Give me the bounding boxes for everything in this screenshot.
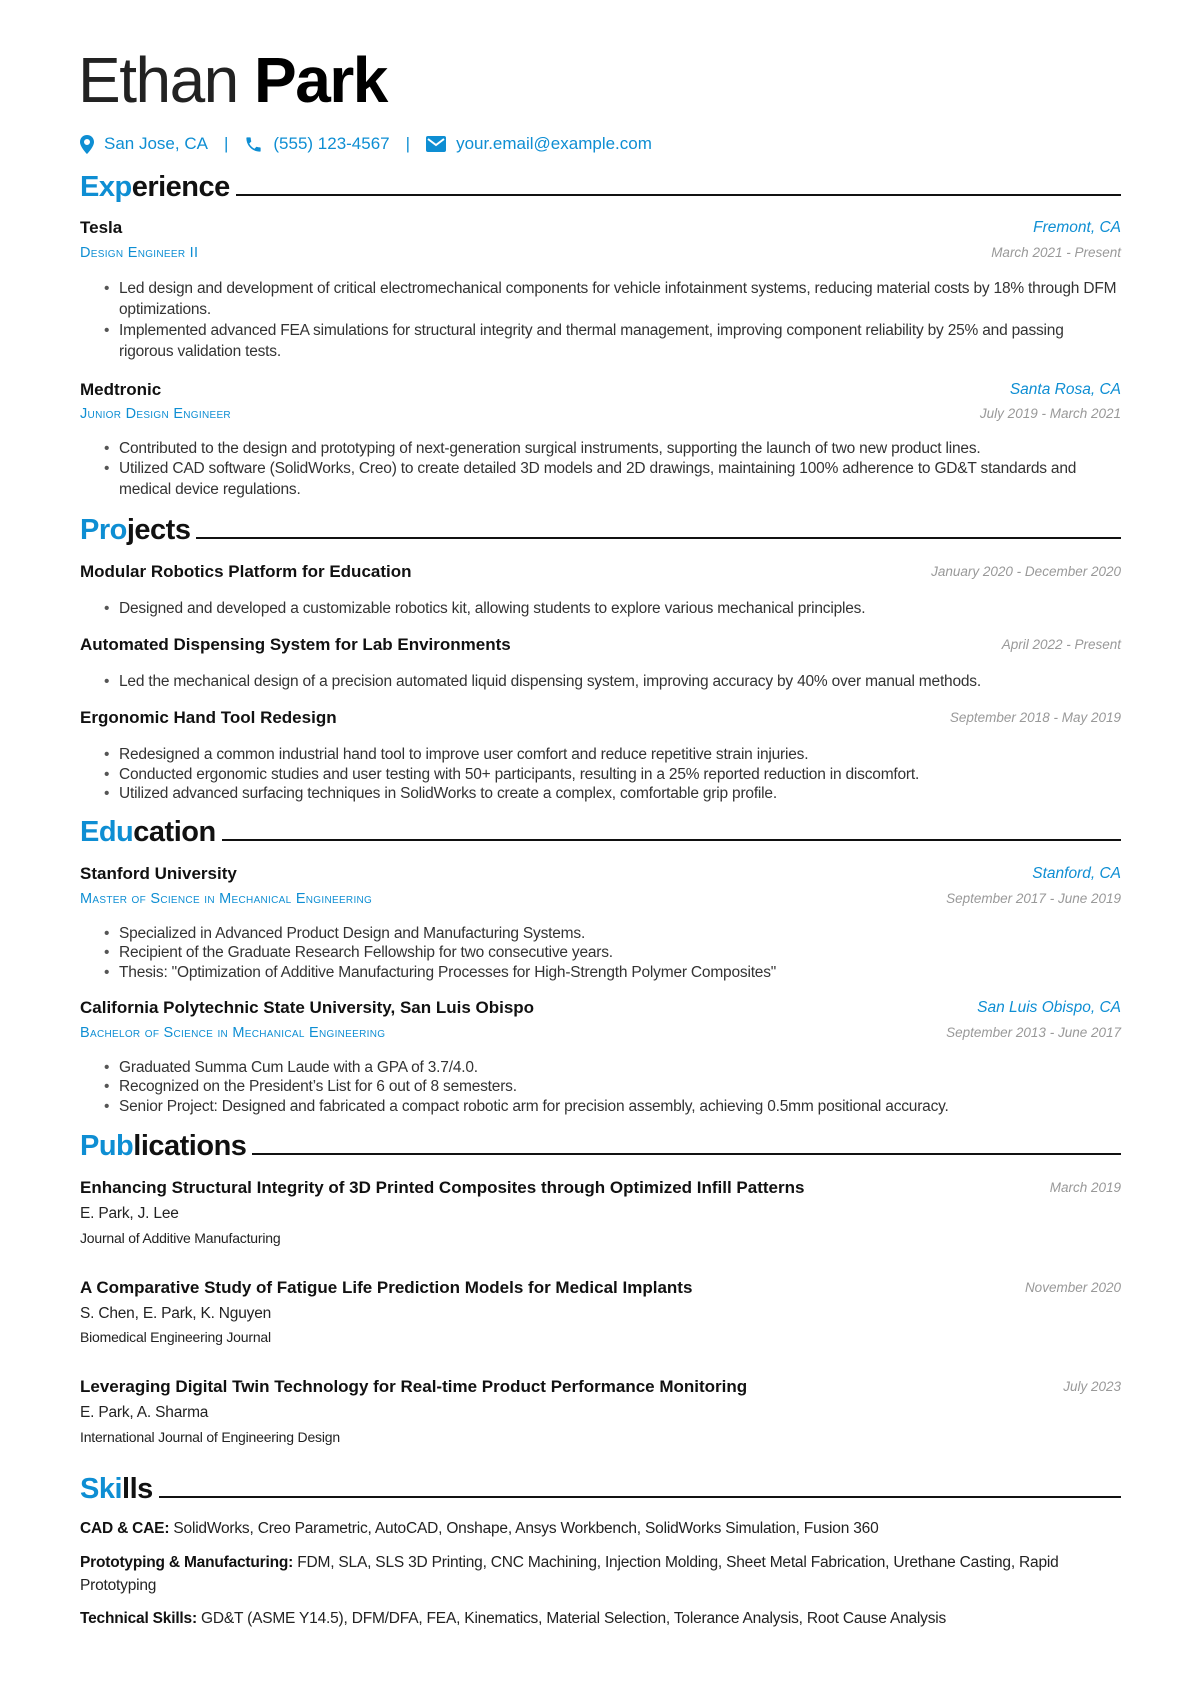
bullet: • Utilized CAD software (SolidWorks, Creo) to create detailed 3D models and 2D drawings, maintaining 100% adherence to GD&T standards and medical device regulations. [104, 458, 1121, 500]
bullet: • Recognized on the President’s List for 6 out of 8 semesters. [104, 1076, 1121, 1097]
section-projects: Pro jects [80, 511, 1121, 547]
bullet: • Specialized in Advanced Product Design and Manufacturing Systems. [104, 923, 1121, 944]
bullet: • Designed and developed a customizable robotics kit, allowing students to explore various mechanical principles. [104, 598, 1121, 619]
entry-header: Medtronic Santa Rosa, CA [80, 380, 1121, 399]
entry-header: California Polytechnic State University, San Luis Obispo San Luis Obispo, CA [80, 998, 1121, 1017]
publication-authors: E. Park, J. Lee [80, 1205, 179, 1222]
email-link[interactable]: your.email@example.com [456, 134, 652, 153]
envelope-icon [426, 136, 446, 152]
section-experience: Exp erience [80, 168, 1121, 204]
section-publications: Pub lications [80, 1127, 1121, 1163]
skill-row: Technical Skills: GD&T (ASME Y14.5), DFM/DFA, FEA, Kinematics, Material Selection, Tolerance Analysis, Root Cause Analysis [80, 1610, 947, 1627]
entry-subheader: Junior Design Engineer July 2019 - March 2021 [80, 406, 1121, 422]
section-skills: Ski lls [80, 1470, 1121, 1506]
bullet: • Led design and development of critical electromechanical components for vehicle infotainment systems, reducing material costs by 18% through DFM optimizations. [104, 278, 1121, 320]
bullet: • Conducted ergonomic studies and user testing with 50+ participants, resulting in a 25% reported reduction in discomfort. [104, 764, 1121, 785]
entry-subheader: Bachelor of Science in Mechanical Engineering September 2013 - June 2017 [80, 1025, 1121, 1041]
bullet: • Graduated Summa Cum Laude with a GPA of 3.7/4.0. [104, 1057, 1121, 1078]
phone-icon [244, 135, 263, 154]
bullet: • Implemented advanced FEA simulations for structural integrity and thermal management, improving component reliability by 25% and passing rigorous validation tests. [104, 320, 1121, 362]
bullet: • Redesigned a common industrial hand tool to improve user comfort and reduce repetitive strain injuries. [104, 744, 1121, 765]
map-pin-icon [80, 135, 94, 154]
entry-header: Stanford University Stanford, CA [80, 864, 1121, 883]
publication-journal: Journal of Additive Manufacturing [80, 1230, 281, 1246]
entry-subheader: Design Engineer II March 2021 - Present [80, 245, 1121, 261]
project-header: Ergonomic Hand Tool Redesign September 2018 - May 2019 [80, 708, 1121, 727]
skill-row: Prototyping & Manufacturing: FDM, SLA, SLS 3D Printing, CNC Machining, Injection Molding, Sheet Metal Fabrication, Urethane Casting, Rapid Prototyping [80, 1554, 1059, 1594]
entry-header: Tesla Fremont, CA [80, 218, 1121, 237]
publication-header: A Comparative Study of Fatigue Life Prediction Models for Medical Implants November 2020 [80, 1278, 1121, 1297]
phone: (555) 123-4567 [273, 134, 390, 153]
publication-header: Leveraging Digital Twin Technology for Real-time Product Performance Monitoring July 2023 [80, 1377, 1121, 1396]
publication-journal: International Journal of Engineering Design [80, 1429, 340, 1445]
publication-authors: E. Park, A. Sharma [80, 1404, 209, 1421]
entry-subheader: Master of Science in Mechanical Engineering September 2017 - June 2019 [80, 891, 1121, 907]
publication-header: Enhancing Structural Integrity of 3D Printed Composites through Optimized Infill Patterns March 2019 [80, 1178, 1121, 1197]
separator: | [405, 134, 411, 153]
bullet: • Thesis: "Optimization of Additive Manufacturing Processes for High-Strength Polymer Composites" [104, 962, 1121, 983]
divider [222, 839, 1121, 841]
divider [196, 537, 1121, 539]
location: San Jose, CA [104, 134, 208, 153]
publication-journal: Biomedical Engineering Journal [80, 1329, 271, 1345]
contact-bar [80, 134, 652, 154]
bullet: • Utilized advanced surfacing techniques in SolidWorks to create a complex, comfortable grip profile. [104, 783, 1121, 804]
skill-row: CAD & CAE: SolidWorks, Creo Parametric, AutoCAD, Onshape, Ansys Workbench, SolidWorks Simulation, Fusion 360 [80, 1520, 879, 1537]
bullet: • Contributed to the design and prototyping of next-generation surgical instruments, supporting the launch of two new product lines. [104, 438, 1121, 459]
candidate-name: Ethan Park [78, 44, 387, 116]
divider [159, 1496, 1121, 1498]
section-education: Edu cation [80, 813, 1121, 849]
publication-authors: S. Chen, E. Park, K. Nguyen [80, 1305, 272, 1322]
separator: | [223, 134, 229, 153]
bullet: • Recipient of the Graduate Research Fellowship for two consecutive years. [104, 942, 1121, 963]
project-header: Automated Dispensing System for Lab Environments April 2022 - Present [80, 635, 1121, 654]
bullet: • Senior Project: Designed and fabricated a compact robotic arm for precision assembly, achieving 0.5mm positional accuracy. [104, 1096, 1121, 1117]
divider [236, 194, 1121, 196]
divider [252, 1153, 1121, 1155]
project-header: Modular Robotics Platform for Education January 2020 - December 2020 [80, 562, 1121, 581]
bullet: • Led the mechanical design of a precision automated liquid dispensing system, improving accuracy by 40% over manual methods. [104, 671, 1121, 692]
